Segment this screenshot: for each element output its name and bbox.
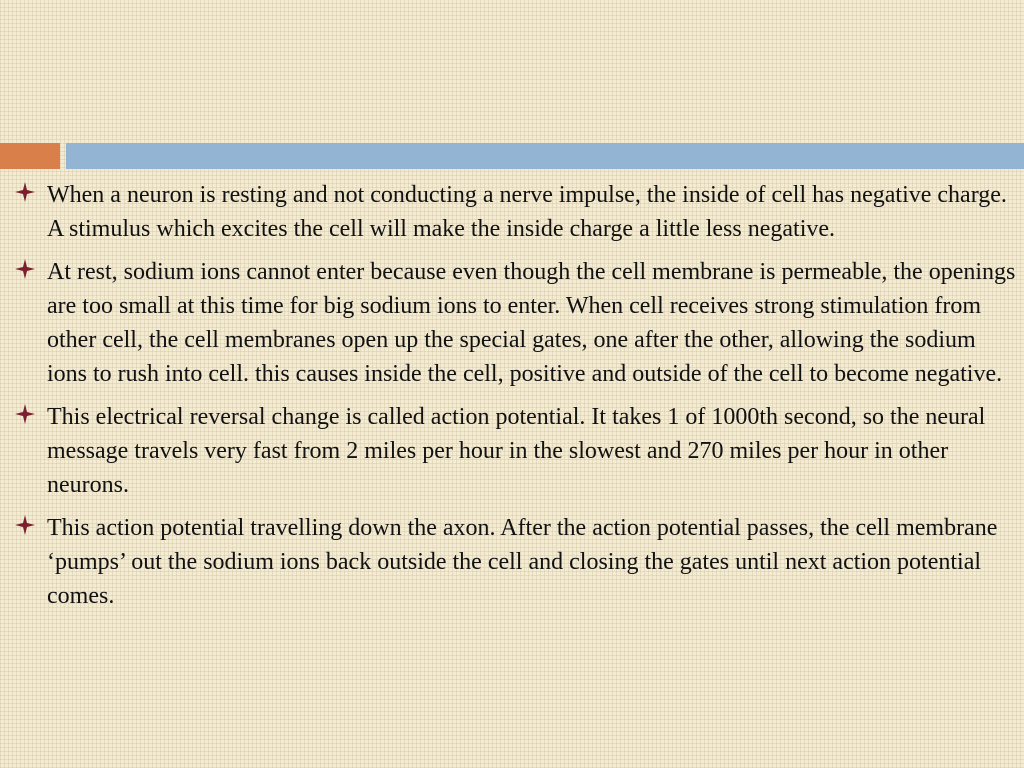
bullet-text: When a neuron is resting and not conducting a nerve impulse, the inside of cell has negative charge. A stimulus which excites the cell will make the inside charge a little less negative. <box>47 182 1007 242</box>
bullet-text: At rest, sodium ions cannot enter because even though the cell membrane is permeable, the openings are too small at this time for big sodium ions to enter. When cell receives strong stimulation from other cell, the cell membranes open up the special gates, one after the other, allowing the sodium ions to rush into cell. this causes inside the cell, positive and outside of the cell to become negative. <box>47 259 1016 387</box>
bullet-item <box>14 255 1018 391</box>
accent-bar-orange <box>0 143 60 169</box>
four-point-star-icon <box>14 403 36 425</box>
bullet-text: This action potential travelling down the axon. After the action potential passes, the cell membrane ‘pumps’ out the sodium ions back outside the cell and closing the gates until next action potential comes. <box>47 515 998 609</box>
slide-body <box>14 178 1018 622</box>
four-point-star-icon <box>14 514 36 536</box>
bullet-item <box>14 511 1018 613</box>
four-point-star-icon <box>14 181 36 203</box>
bullet-text: This electrical reversal change is called action potential. It takes 1 of 1000th second, so the neural message travels very fast from 2 miles per hour in the slowest and 270 miles per hour in other neurons. <box>47 404 986 498</box>
bullet-item <box>14 400 1018 502</box>
bullet-list <box>14 178 1018 613</box>
bullet-item <box>14 178 1018 246</box>
accent-bar-blue <box>66 143 1024 169</box>
four-point-star-icon <box>14 258 36 280</box>
